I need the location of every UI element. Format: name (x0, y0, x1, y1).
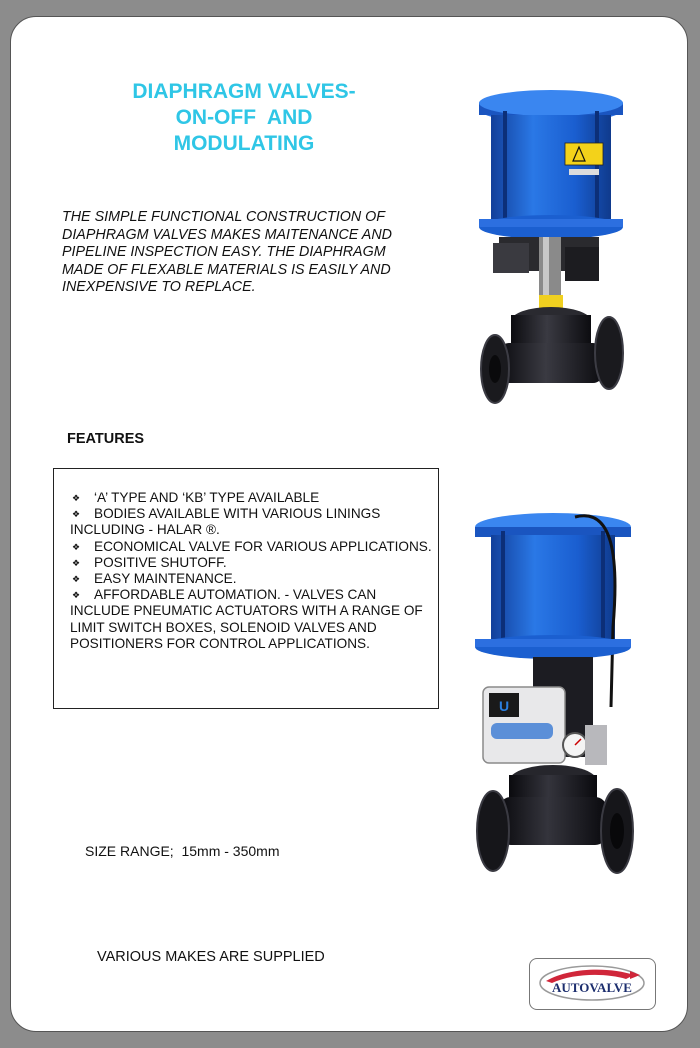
logo-text: AUTOVALVE (552, 980, 632, 995)
diamond-bullet-icon: ❖ (72, 574, 81, 585)
autovalve-logo-graphic (530, 959, 655, 1009)
page-title (111, 79, 377, 157)
diamond-bullet-icon: ❖ (72, 493, 81, 503)
feature-item: ❖ BODIES AVAILABLE WITH VARIOUS LININGS INCLUDING - HALAR ®. (70, 506, 381, 538)
svg-text:U: U (498, 698, 510, 714)
intro-line: INEXPENSIVE TO REPLACE. (62, 279, 256, 295)
autovalve-logo (529, 958, 656, 1010)
diaphragm-valve-image-2 (463, 497, 645, 889)
size-range-text: SIZE RANGE; 15mm - 350mm (85, 843, 280, 859)
intro-line: DIAPHRAGM VALVES MAKES MAITENANCE AND (62, 226, 392, 243)
title-line: DIAPHRAGM VALVES- (132, 80, 356, 103)
diamond-bullet-icon: ❖ (72, 590, 81, 601)
intro-line: THE SIMPLE FUNCTIONAL CONSTRUCTION OF (62, 209, 386, 225)
feature-item: ❖ AFFORDABLE AUTOMATION. - VALVES CAN INCLUDE PNEUMATIC ACTUATORS WITH A RANGE OF LIMIT SWITCH BOXES, SOLENOID VALVES AND POSITIONERS FOR CONTROL APPLICATIONS. (70, 587, 423, 651)
diamond-bullet-icon: ❖ (72, 509, 81, 520)
feature-item: ❖ POSITIVE SHUTOFF. (72, 554, 227, 570)
intro-paragraph (62, 209, 442, 297)
features-heading: FEATURES (67, 431, 145, 447)
intro-line: MADE OF FLEXABLE MATERIALS IS EASILY AND (62, 261, 391, 278)
various-makes-text: VARIOUS MAKES ARE SUPPLIED (97, 949, 325, 965)
feature-item: ❖ ‘A’ TYPE AND ‘KB’ TYPE AVAILABLE (72, 490, 320, 505)
title-line: MODULATING (173, 132, 315, 155)
title-line: ON-OFF AND (175, 106, 313, 129)
diamond-bullet-icon: ❖ (72, 557, 81, 568)
feature-item: ❖ EASY MAINTENANCE. (72, 571, 237, 587)
feature-item: ❖ ECONOMICAL VALVE FOR VARIOUS APPLICATIONS. (72, 538, 432, 554)
features-list (70, 490, 432, 652)
features-box (53, 468, 439, 709)
datasheet-page (10, 16, 688, 1032)
diaphragm-valve-image-1 (469, 87, 631, 417)
diamond-bullet-icon: ❖ (72, 541, 81, 552)
intro-line: PIPELINE INSPECTION EASY. THE DIAPHRAGM (62, 244, 386, 260)
